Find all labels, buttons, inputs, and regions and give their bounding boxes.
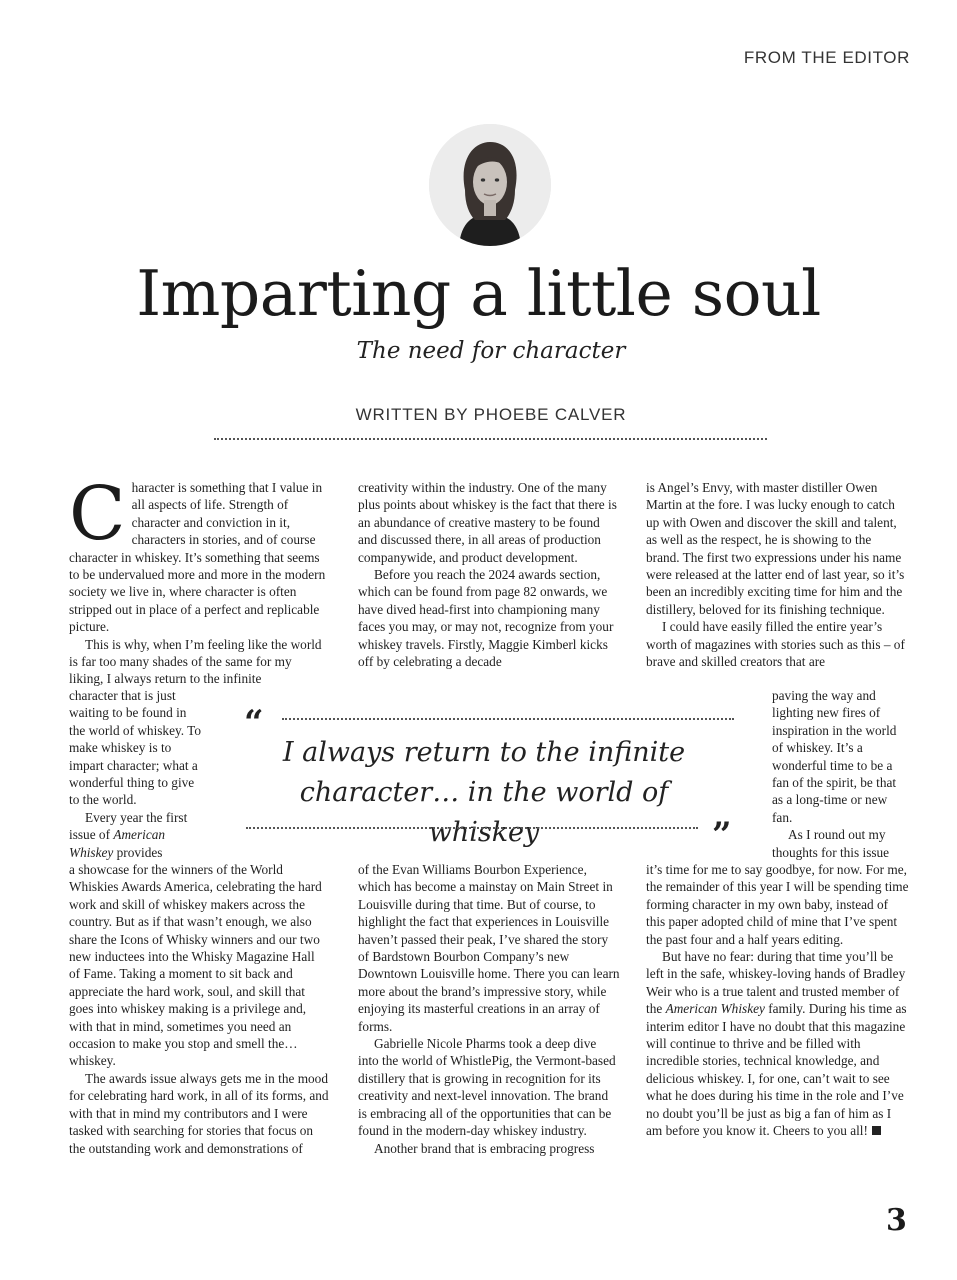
drop-cap: C xyxy=(69,471,126,557)
paragraph: a showcase for the winners of the World Whiskies Awards America, celebrating the hard work and skill of whiskey makers across the country. But as if that wasn’t enough, we also share the Icons of Whisky winners and our two new inductees into the Whisky Magazine Hall of Fame. Taking a moment to sit back and appreciate the hard work, soul, and skill that goes into whiskey making is a privilege and, with that in mind, sometimes you need an occasion to make you stop and smell the… whiskey. xyxy=(69,862,322,1069)
paragraph: it’s time for me to say goodbye, for now. For me, the remainder of this year I will be spending time forming character in my own baby, instead of this paper adopted child of mine that I’ve spent the past four and a half years editing. xyxy=(646,862,909,947)
body-column-3-lower xyxy=(646,861,910,1140)
section-label: FROM THE EDITOR xyxy=(743,48,910,67)
body-column-1 xyxy=(69,471,326,688)
publication-title: American Whiskey xyxy=(69,827,166,860)
pull-quote-bottom-rule xyxy=(246,827,698,829)
body-column-2-lower xyxy=(358,861,620,1157)
paragraph: creativity within the industry. One of the many plus points about whiskey is the fact that there is an abundance of creative mastery to be found and discussed there, in all areas of production companywide, and product development. xyxy=(358,480,617,565)
paragraph: character that is just waiting to be found in the world of whiskey. To make whiskey is to impart character; what a wonderful thing to give to the world. xyxy=(69,688,202,808)
paragraph: This is why, when I’m feeling like the world is far too many shades of the same for my liking, I always return to the infinite xyxy=(69,636,322,687)
publication-title: American Whiskey xyxy=(665,1001,765,1017)
body-column-1-lower xyxy=(69,861,329,1157)
subhead: The need for character xyxy=(356,338,626,364)
headline: Imparting a little soul xyxy=(136,257,821,330)
close-quote-icon: ” xyxy=(712,815,732,855)
author-portrait xyxy=(429,124,551,246)
paragraph: As I round out my thoughts for this issue xyxy=(772,827,890,860)
pull-quote-top-rule xyxy=(282,718,734,720)
byline: WRITTEN BY PHOEBE CALVER xyxy=(355,405,627,424)
paragraph: Another brand that is embracing progress xyxy=(374,1140,595,1156)
text-run: Every year the first issue of xyxy=(69,809,188,843)
paragraph: of the Evan Williams Bourbon Experience, which has become a mainstay on Main Street in Louisville during that time. But of course, to highlight the fact that experiences in Louisville haven’t passed their peak, I’ve shared the story of Bardstown Bourbon Company’s new Downtown Louisville home. There you can learn more about the brand’s impressive story, while enjoying its masterful creations in an array of forms. xyxy=(358,862,620,1034)
pull-quote xyxy=(244,733,724,853)
paragraph: The awards issue always gets me in the mood for celebrating hard work, in all of its forms, and with that in mind my contributors and I were tasked with searching for stories that focus on the outstanding work and demonstrations of xyxy=(69,1070,329,1156)
paragraph: paving the way and lighting new fires of inspiration in the world of whiskey. It’s a wonderful time to be a fan of the spirit, be that as a long-time or new fan. xyxy=(772,688,897,825)
open-quote-icon: “ xyxy=(244,703,264,743)
paragraph: Before you reach the 2024 awards section, which can be found from page 82 onwards, we have dived head-first into championing many faces you may, or may not, recognize from your whiskey travels. Firstly, Maggie Kimberl kicks off by celebrating a decade xyxy=(358,567,614,670)
paragraph: is Angel’s Envy, with master distiller Owen Martin at the fore. I was lucky enough to catch up with Owen and discover the skill and talent, as well as the respect, he is showing to the brand. The first two expressions under his name were released at the latter end of last year, so it’s been an incredibly exciting time for him and the distillery, beloved for its finishing technique. xyxy=(646,480,905,617)
pull-quote-line: I always return to the infinite xyxy=(282,737,686,768)
pull-quote-line: character… in the world of whiskey xyxy=(299,777,669,848)
paragraph: haracter is something that I value in all aspects of life. Strength of character and conviction in it, characters in stories, and of course character in whiskey. It’s something that seems to be undervalued more and more in the modern society we live in, where character is often stripped out in place of a perfect and replicable picture. xyxy=(69,480,326,635)
body-column-1-narrow xyxy=(69,687,205,861)
text-run: provides xyxy=(113,844,163,860)
paragraph: I could have easily filled the entire year’s worth of magazines with stories such as this – of brave and skilled creators that are xyxy=(646,619,905,670)
text-run: family. During his time as interim editor I have no doubt that this magazine will continue to thrive and be filled with incredible stories, technical knowledge, and delicious whiskey. I, for one, can’t wait to see what he does during his time in the role and I’ve no doubt you’ll be just as big a fan of him as I am before you know it. Cheers to you all! xyxy=(646,1001,907,1139)
byline-divider xyxy=(214,438,767,440)
text-run: But have no fear: during that time you’ll be left in the safe, whiskey-loving hands of Bradley Weir who is a true talent and trusted member of the xyxy=(646,949,906,1017)
body-column-3-narrow xyxy=(772,687,910,861)
paragraph: Gabrielle Nicole Pharms took a deep dive into the world of WhistlePig, the Vermont-based distillery that is growing in recognition for its creativity and next-level innovation. The brand is embracing all of the opportunities that can be found in the modern-day whiskey industry. xyxy=(358,1036,616,1139)
body-column-3 xyxy=(646,479,908,670)
body-column-2 xyxy=(358,479,620,670)
end-mark-icon xyxy=(872,1126,881,1135)
author-photo-illustration xyxy=(429,124,551,246)
page-number: 3 xyxy=(886,1203,907,1238)
